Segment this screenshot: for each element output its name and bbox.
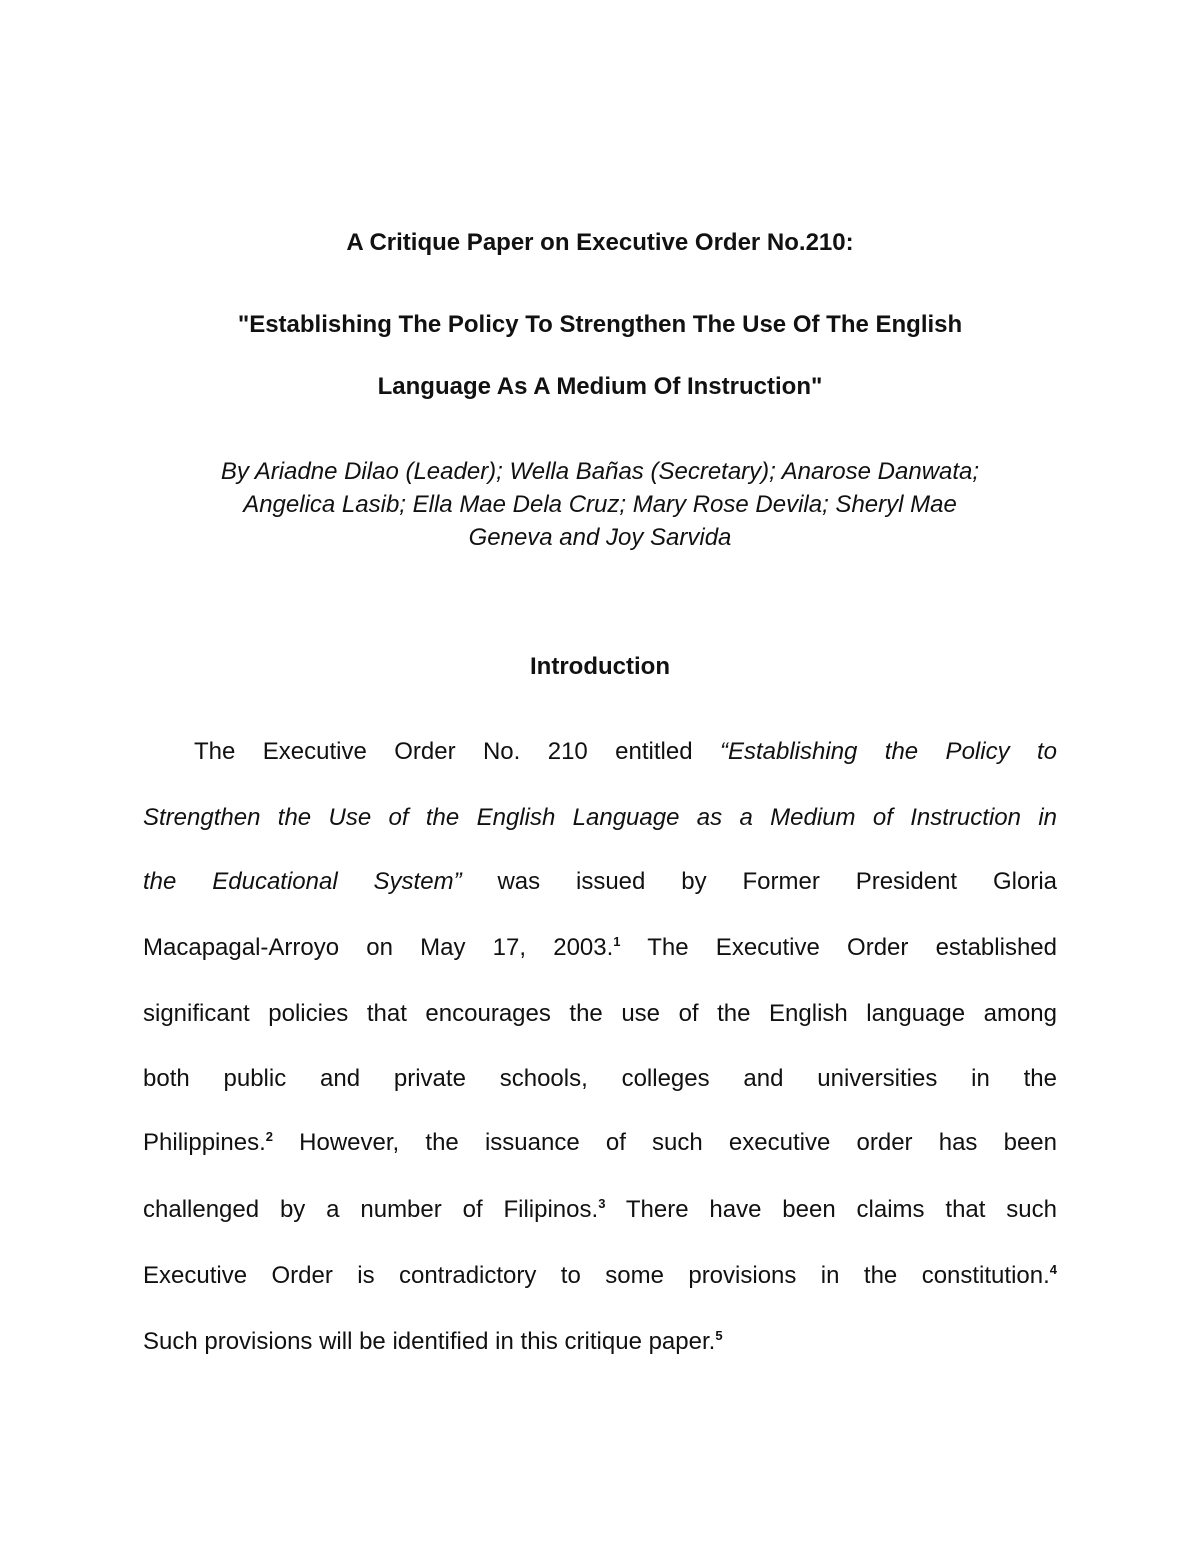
text-run: Such provisions will be identified in this critique paper. — [143, 1328, 716, 1355]
paper-title-line-3: Language As A Medium Of Instruction" — [377, 373, 823, 400]
paragraph-line-7 — [143, 1128, 1057, 1158]
paragraph-line-4 — [143, 933, 1057, 963]
author-line-3: Geneva and Joy Sarvida — [468, 524, 732, 551]
footnote-marker[interactable]: 4 — [1049, 1262, 1057, 1277]
paragraph-line-6: both public and private schools, colleges and universities in the — [143, 1065, 1057, 1092]
footnote-marker[interactable]: 3 — [598, 1196, 606, 1211]
text-run: There have been claims that such — [605, 1196, 1057, 1223]
paragraph-line-10 — [143, 1327, 1057, 1357]
text-run: was issued by Former President Gloria — [461, 868, 1057, 895]
paragraph-line-1 — [194, 737, 1057, 767]
paragraph-line-2 — [143, 803, 1057, 833]
author-line-1: By Ariadne Dilao (Leader); Wella Bañas (Secretary); Anarose Danwata; — [220, 458, 980, 485]
author-list — [0, 455, 1200, 554]
text-run: challenged by a number of Filipinos. — [143, 1196, 599, 1223]
footnote-marker[interactable]: 5 — [715, 1328, 723, 1343]
text-run: Macapagal-Arroyo on May 17, 2003. — [143, 934, 614, 961]
text-run: Executive Order is contradictory to some provisions in the constitution. — [143, 1262, 1050, 1289]
paper-title-line-2: "Establishing The Policy To Strengthen The Use Of The English — [237, 311, 963, 338]
footnote-marker[interactable]: 2 — [265, 1129, 273, 1144]
paragraph-line-9 — [143, 1261, 1057, 1291]
paragraph-line-5: significant policies that encourages the use of the English language among — [143, 1000, 1057, 1027]
paragraph-line-3 — [143, 867, 1057, 897]
footnote-marker[interactable]: 1 — [613, 934, 621, 949]
text-run: The Executive Order No. 210 entitled — [194, 738, 720, 765]
italic-title-run: Strengthen the Use of the English Language as a Medium of Instruction in — [143, 804, 1057, 831]
paragraph-line-8 — [143, 1195, 1057, 1225]
paper-title-line-1: A Critique Paper on Executive Order No.210: — [346, 229, 854, 256]
italic-title-run: the Educational System” — [143, 868, 462, 895]
text-run: However, the issuance of such executive order has been — [272, 1129, 1057, 1156]
section-heading-introduction: Introduction — [530, 653, 670, 680]
text-run: Philippines. — [143, 1129, 266, 1156]
author-line-2: Angelica Lasib; Ella Mae Dela Cruz; Mary Rose Devila; Sheryl Mae — [243, 491, 957, 518]
italic-title-run: “Establishing the Policy to — [719, 738, 1058, 765]
text-run: The Executive Order established — [620, 934, 1057, 961]
